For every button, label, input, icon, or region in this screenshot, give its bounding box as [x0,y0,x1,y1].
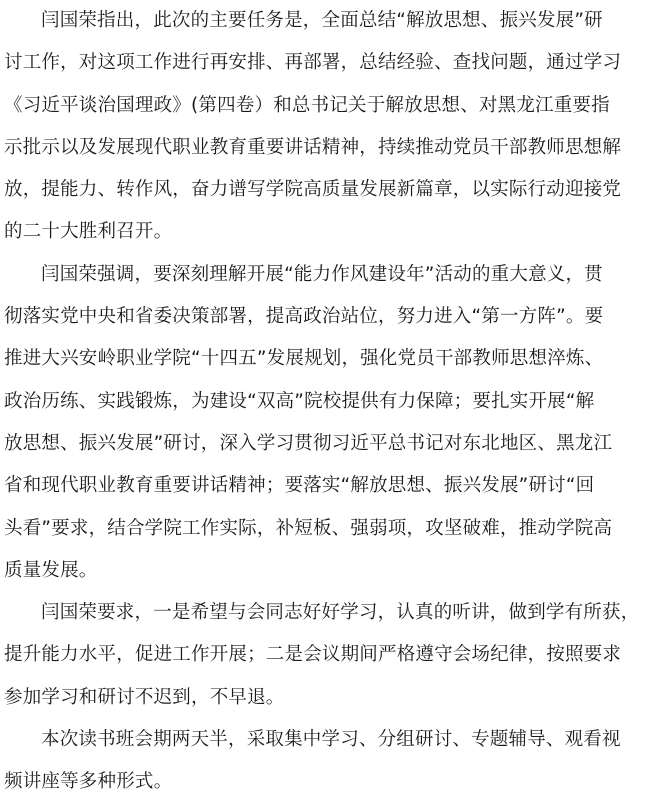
text-line: 放，提能力、转作风，奋力谱写学院高质量发展新篇章，以实际行动迎接党 [4,179,622,201]
text-line: 本次读书班会期两天半，采取集中学习、分组研讨、专题辅导、观看视 [41,729,621,751]
text-line: 彻落实党中央和省委决策部署，提高政治站位，努力进入“第一方阵”。要 [4,306,604,328]
text-line: 闫国荣要求，一是希望与会同志好好学习，认真的听讲，做到学有所获， [41,602,640,624]
text-line: 推进大兴安岭职业学院“十四五”发展规划，强化党员干部教师思想淬炼、 [4,348,604,370]
text-line: 闫国荣指出，此次的主要任务是，全面总结“解放思想、振兴发展”研 [41,10,603,31]
text-line: 示批示以及发展现代职业教育重要讲话精神，持续推动党员干部教师思想解 [4,136,622,158]
text-line: 频讲座等多种形式。 [4,771,173,793]
text-line: 提升能力水平，促进工作开展；二是会议期间严格遵守会场纪律，按照要求 [4,644,622,666]
text-line: 闫国荣强调，要深刻理解开展“能力作风建设年”活动的重大意义，贯 [41,263,603,285]
text-line: 参加学习和研讨不迟到，不早退。 [4,686,285,708]
text-line: 《习近平谈治国理政》(第四卷）和总书记关于解放思想、对黑龙江重要指 [4,94,610,116]
paragraph-emphasis [4,254,638,592]
text-line: 头看”要求，结合学院工作实际，补短板、强弱项，攻坚破难，推动学院高 [4,517,613,539]
text-line: 放思想、振兴发展”研讨，深入学习贯彻习近平总书记对东北地区、黑龙江 [4,432,613,454]
text-line: 政治历练、实践锻炼，为建设“双高”院校提供有力保障；要扎实开展“解 [4,390,595,412]
paragraph-summary [4,0,638,254]
paragraph-schedule [4,719,638,804]
text-line: 质量发展。 [4,559,98,581]
article-body [4,0,638,804]
paragraph-requirements [4,592,638,719]
text-line: 省和现代职业教育重要讲话精神；要落实“解放思想、振兴发展”研讨“回 [4,475,595,497]
text-line: 的二十大胜利召开。 [4,221,173,243]
text-line: 讨工作，对这项工作进行再安排、再部署，总结经验、查找问题，通过学习 [4,52,622,74]
